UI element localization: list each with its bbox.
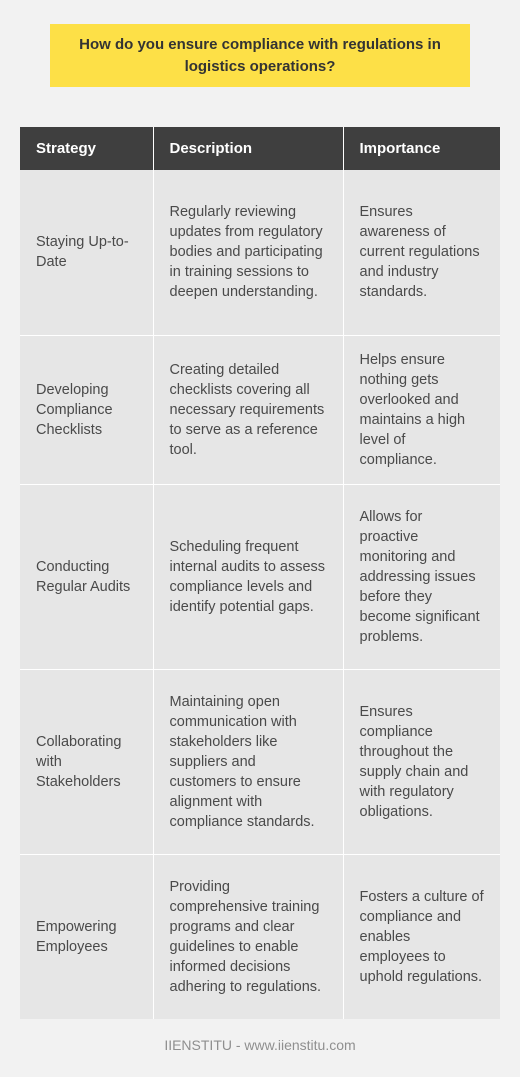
importance-cell: Ensures awareness of current regulations and industry standards. bbox=[343, 170, 500, 335]
strategy-cell: Collaborating with Stakeholders bbox=[20, 669, 153, 854]
table-row bbox=[20, 854, 500, 1019]
footer-credit: IIENSTITU - www.iienstitu.com bbox=[164, 1037, 356, 1053]
description-cell: Regularly reviewing updates from regulatory bodies and participating in training sessions to deepen understanding. bbox=[153, 170, 343, 335]
description-cell: Maintaining open communication with stakeholders like suppliers and customers to ensure alignment with compliance standards. bbox=[153, 669, 343, 854]
table-row bbox=[20, 170, 500, 335]
strategy-cell: Empowering Employees bbox=[20, 854, 153, 1019]
header-importance: Importance bbox=[343, 127, 500, 170]
description-cell: Scheduling frequent internal audits to assess compliance levels and identify potential gaps. bbox=[153, 484, 343, 669]
strategy-cell: Developing Compliance Checklists bbox=[20, 335, 153, 484]
header-description: Description bbox=[153, 127, 343, 170]
importance-cell: Allows for proactive monitoring and addressing issues before they become significant problems. bbox=[343, 484, 500, 669]
table-row bbox=[20, 669, 500, 854]
strategy-cell: Staying Up-to-Date bbox=[20, 170, 153, 335]
importance-cell: Ensures compliance throughout the supply chain and with regulatory obligations. bbox=[343, 669, 500, 854]
importance-cell: Fosters a culture of compliance and enables employees to uphold regulations. bbox=[343, 854, 500, 1019]
page-title: How do you ensure compliance with regulations in logistics operations? bbox=[50, 24, 470, 87]
table-row bbox=[20, 484, 500, 669]
header-strategy: Strategy bbox=[20, 127, 153, 170]
description-cell: Creating detailed checklists covering all necessary requirements to serve as a reference tool. bbox=[153, 335, 343, 484]
description-cell: Providing comprehensive training programs and clear guidelines to enable informed decisions adhering to regulations. bbox=[153, 854, 343, 1019]
table-header bbox=[20, 127, 500, 170]
strategy-cell: Conducting Regular Audits bbox=[20, 484, 153, 669]
importance-cell: Helps ensure nothing gets overlooked and maintains a high level of compliance. bbox=[343, 335, 500, 484]
table-row bbox=[20, 335, 500, 484]
strategy-table bbox=[20, 127, 500, 1019]
